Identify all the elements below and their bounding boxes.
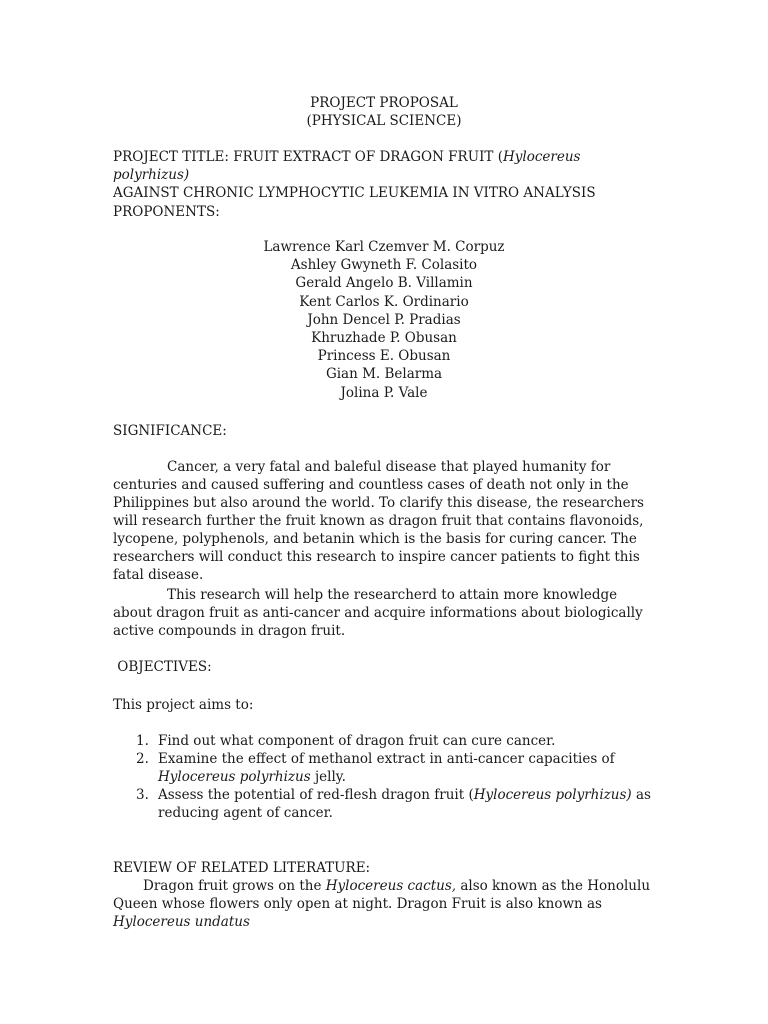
literature-species-2: Hylocereus undatus: [113, 914, 250, 930]
objective-item: [136, 750, 658, 786]
objectives-intro: This project aims to:: [113, 697, 254, 713]
objective-item: [136, 732, 658, 750]
proponent-name: Lawrence Karl Czemver M. Corpuz: [263, 239, 505, 255]
proponent-name: John Dencel P. Pradias: [307, 311, 461, 328]
project-title-prefix: PROJECT TITLE: FRUIT EXTRACT OF DRAGON FRUIT (: [113, 149, 503, 165]
proponent-name: Princess E. Obusan: [317, 348, 451, 365]
project-title-line2: AGAINST CHRONIC LYMPHOCYTIC LEUKEMIA IN VITRO ANALYSIS: [113, 185, 596, 201]
objective-text: Find out what component of dragon fruit can cure cancer.: [158, 733, 556, 749]
objective-text-end: as reducing agent of cancer.: [158, 787, 651, 821]
document-header: [0, 94, 768, 130]
objective-number: 3.: [136, 787, 149, 803]
header-subtitle: (PHYSICAL SCIENCE): [306, 113, 462, 129]
objective-item: [136, 786, 658, 822]
objective-text: Examine the effect of methanol extract in anti-cancer capacities of: [158, 751, 615, 767]
proponent-name: Ashley Gwyneth F. Colasito: [290, 257, 478, 274]
proponent-name: Gian M. Belarma: [325, 366, 443, 383]
project-title: [113, 148, 658, 202]
objective-species: Hylocereus polyrhizus: [158, 769, 311, 785]
literature-heading: REVIEW OF RELATED LITERATURE:: [113, 860, 371, 876]
objective-text-end: jelly.: [310, 769, 346, 785]
objective-text: Assess the potential of red-flesh dragon fruit (: [158, 787, 474, 803]
literature-species: Hylocereus cactus,: [325, 878, 457, 894]
project-title-species: Hylocereus polyrhizus): [113, 149, 581, 183]
objective-number: 2.: [136, 751, 149, 767]
literature-text-mid: also known as the Honolulu Queen whose flowers only open at night. Dragon Fruit is also known as: [113, 878, 651, 912]
proponents-heading: PROPONENTS:: [113, 204, 220, 220]
literature-text: Dragon fruit grows on the: [143, 878, 326, 894]
proponent-name: Khruzhade P. Obusan: [311, 329, 457, 346]
literature-paragraph: [113, 877, 658, 931]
objectives-heading: OBJECTIVES:: [113, 659, 212, 675]
objective-species: Hylocereus polyrhizus): [473, 787, 632, 803]
objective-number: 1.: [136, 733, 149, 749]
significance-paragraph-1: Cancer, a very fatal and baleful disease that played humanity for centuries and caused suffering and countless cases of death not only in the Philippines but also around the world. To clarify this disease, the researchers will research further the fruit known as dragon fruit that contains flavonoids, lycopene, polyphenols, and betanin which is the basis for curing cancer. The researchers will conduct this research to inspire cancer patients to fight this fatal disease.: [113, 459, 644, 583]
proponent-name: Kent Carlos K. Ordinario: [299, 293, 469, 310]
proponent-name: Jolina P. Vale: [340, 384, 428, 401]
proponent-name: Gerald Angelo B. Villamin: [295, 275, 473, 292]
header-title: PROJECT PROPOSAL: [310, 95, 458, 111]
proponents-list: [0, 238, 768, 402]
significance-paragraph-2: This research will help the researcherd to attain more knowledge about dragon fruit as anti-cancer and acquire informations about biologically active compounds in dragon fruit.: [113, 587, 643, 639]
significance-heading: SIGNIFICANCE:: [113, 423, 227, 439]
objectives-list: [113, 732, 658, 822]
